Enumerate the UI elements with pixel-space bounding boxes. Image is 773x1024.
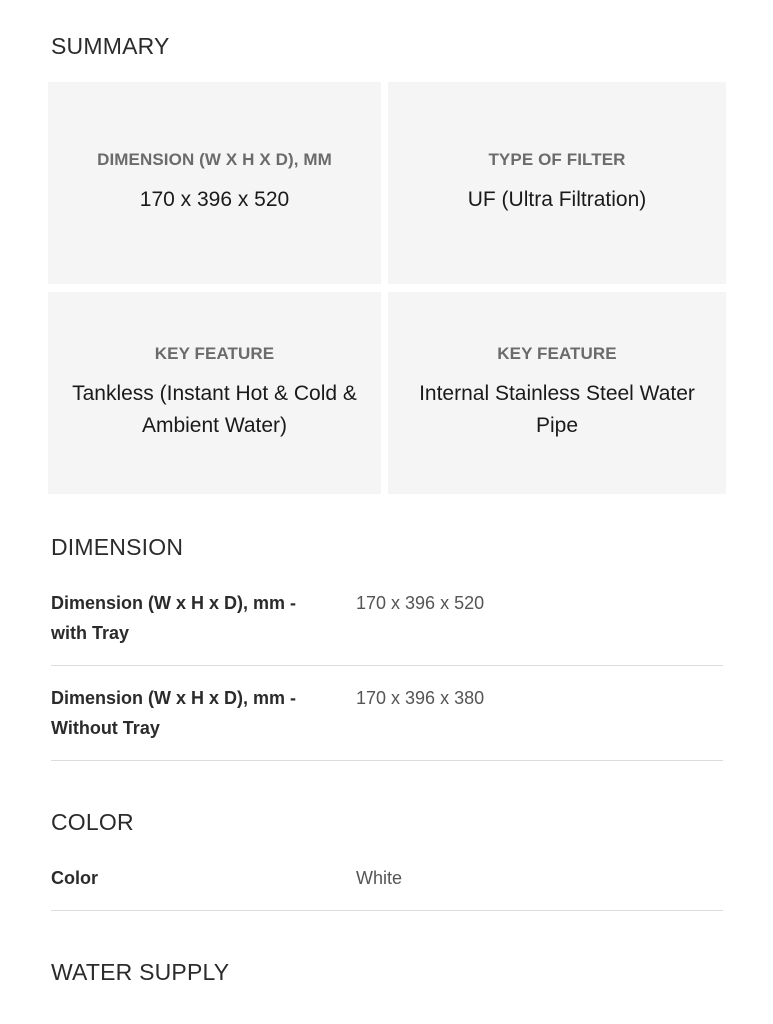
spec-label: Dimension (W x H x D), mm - with Tray <box>51 593 297 643</box>
summary-grid <box>48 82 726 494</box>
summary-card-value: Internal Stainless Steel Water Pipe <box>419 382 695 437</box>
summary-card-label: TYPE OF FILTER <box>488 150 626 169</box>
summary-heading: SUMMARY <box>51 33 170 59</box>
color-heading: COLOR <box>51 809 134 835</box>
water-supply-heading: WATER SUPPLY <box>51 959 230 985</box>
spec-value: 170 x 396 x 520 <box>356 593 485 613</box>
spec-label: Dimension (W x H x D), mm - Without Tray <box>51 688 297 738</box>
dimension-row-with-tray <box>51 588 723 666</box>
spec-label: Color <box>51 868 98 888</box>
summary-card-key-feature-1 <box>48 292 381 494</box>
summary-card-key-feature-2 <box>388 292 726 494</box>
summary-card-label: KEY FEATURE <box>154 344 275 363</box>
spec-value: 170 x 396 x 380 <box>356 688 485 708</box>
summary-card-value: UF (Ultra Filtration) <box>467 188 647 211</box>
summary-card-dimension <box>48 82 381 284</box>
summary-card-label: KEY FEATURE <box>497 344 617 363</box>
summary-card-value: 170 x 396 x 520 <box>139 188 290 211</box>
dimension-heading: DIMENSION <box>51 534 184 560</box>
summary-card-label: DIMENSION (W X H X D), MM <box>97 150 332 169</box>
summary-card-filter <box>388 82 726 284</box>
color-row <box>51 863 723 911</box>
spec-value: White <box>356 868 403 888</box>
summary-card-value: Tankless (Instant Hot & Cold & Ambient Water) <box>72 382 357 437</box>
dimension-row-without-tray <box>51 683 723 761</box>
